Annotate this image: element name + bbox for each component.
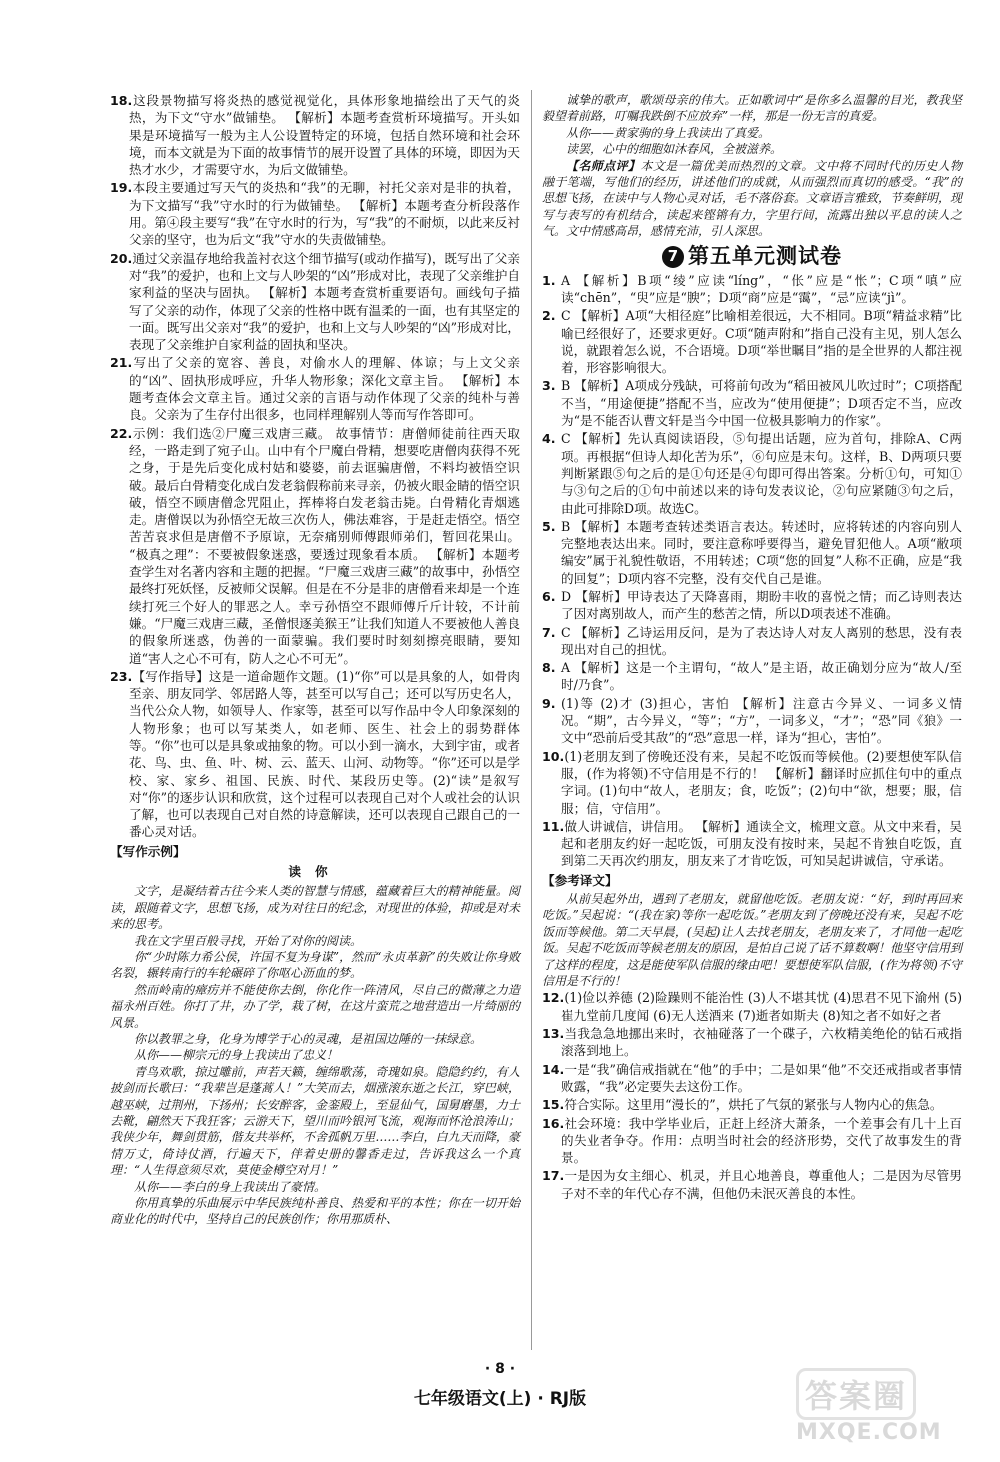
answer-text: 社会环境：我中学毕业后，正赶上经济大萧条，一个差事会有几十上百的失业者争夺。作用：点明当时社会的经济形势，交代了故事发生的背景。 bbox=[561, 1115, 962, 1166]
answer-item bbox=[542, 624, 962, 659]
answer-number: 22. bbox=[110, 425, 133, 441]
answer-list-right-2 bbox=[542, 989, 962, 1202]
essay-paragraph: 文字，是凝结着古往今来人类的智慧与情感，蕴藏着巨大的精神能量。阅读，跟随着文字，思想飞扬，成为对往日的纪念，对现世的体验，抑或是对未来的思考。 bbox=[110, 884, 520, 932]
answer-item bbox=[542, 588, 962, 623]
answer-number: 9. bbox=[542, 695, 556, 711]
answer-item bbox=[542, 695, 962, 747]
answer-text: (1)老朋友到了傍晚还没有来，吴起不吃饭而等候他。(2)要想使军队信服，(作为将领)不守信用是不行的！ 【解析】翻译时应抓住句中的重点字词。(1)句中“故人，老朋友；食，吃饭”；(2)句中“欲，想要；服，信服；信，守信用”。 bbox=[561, 748, 962, 816]
comment-label: 【名师点评】 bbox=[566, 158, 641, 173]
answer-text: 一是因为女主细心、机灵，并且心地善良，尊重他人；二是因为尽管男子对不幸的年代心存不满，但他仍未泯灭善良的本性。 bbox=[561, 1168, 962, 1201]
watermark-url: MXQE.COM bbox=[796, 1420, 942, 1445]
page-number: · 8 · bbox=[484, 1361, 516, 1377]
answer-number: 8. bbox=[542, 660, 556, 676]
answer-text: A 【解析】B项“绫”应读“líng”，“伥”应是“怅”；C项“嗔”应读“chēn”，“臾”应是“腴”；D项“商”应是“霭”，“忌”应读“jì”。 bbox=[561, 272, 962, 305]
answer-number: 12. bbox=[542, 990, 565, 1006]
answer-item bbox=[110, 354, 520, 423]
answer-number: 3. bbox=[542, 378, 556, 394]
answer-number: 6. bbox=[542, 589, 556, 604]
answer-text: B 【解析】A项成分残缺，可将前句改为“稻田被风儿吹过时”；C项搭配不当，“用途便捷”搭配不当，应改为“使用便捷”；D项否定不当，应改为“是不能否认曹文轩是当今中国一位极具影响力的作家”。 bbox=[561, 378, 962, 429]
answer-text: 当我急急地挪出来时，衣袖碰落了一个碟子，六枚精美绝伦的钻石戒指滚落到地上。 bbox=[561, 1026, 962, 1059]
answer-text: C 【解析】乙诗运用反问，是为了表达诗人对友人离别的愁思，没有表现出对自己的担忧。 bbox=[561, 624, 962, 657]
answer-text: 做人讲诚信，讲信用。 【解析】通读全文，梳理文意。从文中来看，吴起和老朋友约好一起吃饭，可朋友没有按时来，吴起不肯独自吃饭，直到第二天再次约朋友，朋友来了才肯吃饭，可知吴起讲诚信，守承诺。 bbox=[561, 818, 962, 869]
essay-paragraph: 从你——李白的身上我读出了豪情。 bbox=[134, 1179, 327, 1194]
answer-number: 7. bbox=[542, 624, 556, 640]
answer-number: 19. bbox=[110, 180, 133, 196]
essay-paragraph: 从你——黄家驹的身上我读出了真爱。 bbox=[566, 125, 771, 140]
answer-number: 14. bbox=[542, 1061, 565, 1077]
answer-item bbox=[542, 659, 962, 694]
writing-example-label: 【写作示例】 bbox=[110, 843, 186, 859]
translation-text: 从前吴起外出，遇到了老朋友，就留他吃饭。老朋友说：“好，到时再回来吃饭。”吴起说：“(我在家)等你一起吃饭。”老朋友到了傍晚还没有来，吴起不吃饭而等候他。第二天早晨，(吴起)让人去找老朋友，老朋友来了，才同他一起吃饭。吴起不吃饭而等候老朋友的原因，是怕自己说了话不算数啊！他坚守信用到了这样的程度，这是能使军队信服的缘由吧！要想使军队信服，(作为将领)不守信用是不行的！ bbox=[542, 892, 963, 989]
book-title: 七年级语文(上) · RJ版 bbox=[413, 1389, 587, 1409]
right-column bbox=[542, 92, 962, 1203]
answer-text: A 【解析】这是一个主谓句，“故人”是主语，故正确划分应为“故人/至时/乃食”。 bbox=[561, 660, 962, 693]
answer-text: C 【解析】A项“大相径庭”比喻相差很远，大不相同。B项“精益求精”比喻已经很好了，还要求更好。C项“随声附和”指自己没有主见，别人怎么说，就跟着怎么说，不合语境。D项“举世瞩目”指的是全世界的人都注视着，形容影响很大。 bbox=[561, 308, 962, 376]
essay-paragraph: 我在文字里百般寻找，开始了对你的阅读。 bbox=[134, 933, 363, 948]
answer-number: 17. bbox=[542, 1168, 565, 1184]
essay-paragraph: 你“少时陈力希公侯，许国不复为身谋”，然而“永贞革新”的失败让你身败名裂，辗转南行的车轮碾碎了你呕心沥血的梦。 bbox=[110, 949, 520, 981]
answer-number: 15. bbox=[542, 1097, 565, 1113]
essay-paragraph: 你以教罪之身，化身为博学于心的灵魂，是祖国边陲的一抹绿意。 bbox=[134, 1032, 483, 1047]
answer-item bbox=[110, 250, 520, 354]
answer-number: 5. bbox=[542, 518, 556, 534]
watermark-logo bbox=[796, 1368, 966, 1448]
answer-item bbox=[542, 377, 962, 429]
answer-item bbox=[542, 1025, 962, 1060]
column-divider bbox=[531, 90, 532, 1350]
answer-text: (1)等 (2)才 (3)担心，害怕 【解析】注意古今异义、一词多义情况。“期”，古今异义，“等”；“方”，一词多义，“才”；“恐”同《狼》一文中“恐前后受其敌”的“恐”意思一样，译为“担心，害怕”。 bbox=[561, 695, 962, 746]
answer-number: 20. bbox=[110, 250, 133, 266]
answer-item bbox=[542, 748, 962, 817]
answer-number: 1. bbox=[542, 272, 556, 288]
comment-text: 本文是一篇优美而热烈的文章。文中将不同时代的历史人物融于笔端，写他们的经历，讲述他们的成就，从而强烈而真切的感受。“我”的思想飞扬，在读中与人物心灵对话，毛不落俗套。文章语言雅致，节奏鲜明，现写与表写的有机结合，读起来铿锵有力，字里行间，流露出独以平息的读人之气。文中情感高昂，感情充沛，引人深思。 bbox=[542, 158, 963, 239]
left-column bbox=[110, 92, 520, 1228]
answer-text: 这段景物描写将炎热的感觉视觉化，具体形象地描绘出了天气的炎热，为下文“守水”做铺垫。 【解析】本题考查赏析环境描写。开头如果是环境描写一般为主人公设置特定的环境，包括自然环境和社会环境，而本文就是为下面的故事情节的展开设置了具体的环境，即因为天热才水少，才需要守水，为后文做铺垫。 bbox=[129, 93, 520, 178]
essay-paragraph: 你用真挚的乐曲展示中华民族纯朴善良、热爱和平的本性；你在一切开始商业化的时代中，坚持自己的民族创作；你用那质朴、 bbox=[110, 1196, 520, 1227]
answer-number: 10. bbox=[542, 748, 565, 764]
answer-item bbox=[110, 425, 520, 667]
unit-number-badge: 7 bbox=[662, 246, 684, 268]
answer-item bbox=[542, 430, 962, 516]
reference-translation bbox=[542, 891, 962, 989]
answer-item bbox=[542, 518, 962, 587]
answer-text: 通过父亲温存地给我盖衬衣这个细节描写(或动作描写)，既写出了父亲对“我”的爱护，也和上文与人吵架的“凶”形成对比，表现了父亲维护自家利益的坚决与固执。 【解析】本题考查赏析重要语句。画线句子描写了父亲的动作，体现了父亲的性格中既有温柔的一面，也有其坚定的一面。既写出父亲对“我”的爱护，也和上文与人吵架的“凶”形成对比，表现了父亲维护自家利益的固执和坚决。 bbox=[129, 250, 520, 353]
answer-text: D 【解析】甲诗表达了天降喜雨，期盼丰收的喜悦之情；而乙诗则表达了因对离别故人，而产生的愁苦之情，所以D项表述不准确。 bbox=[561, 589, 962, 622]
answer-text: 写出了父亲的宽容、善良，对偷水人的理解、体谅；与上文父亲的“凶”、固执形成呼应，升华人物形象；深化文章主旨。 【解析】本题考查体会文章主旨。通过父亲的言语与动作体现了父亲的纯朴与善良。父亲为了生存付出很多，也同样理解别人等而写作答即可。 bbox=[129, 355, 520, 423]
watermark-text: 答案圈 bbox=[796, 1368, 916, 1420]
essay-body bbox=[110, 883, 520, 1228]
unit-test-heading bbox=[542, 246, 962, 268]
reference-translation-label: 【参考译文】 bbox=[542, 872, 618, 888]
answer-text: C 【解析】先认真阅读语段，⑤句提出话题，应为首句，排除A、C两项。再根据“但诗人却化苦为乐”，⑥句应是末句。这样，B、D两项只要判断紧跟⑤句之后的是①句还是④句即可得出答案。分析①句，可知①与③句之后的①句中前述以来的诗句发表议论，②句应紧随③句之后，由此可排除D项。故选C。 bbox=[561, 431, 962, 516]
answer-number: 23. bbox=[110, 668, 133, 684]
unit-title-text: 第五单元测试卷 bbox=[688, 244, 842, 268]
answer-item bbox=[542, 1115, 962, 1167]
answer-item bbox=[542, 307, 962, 376]
teacher-comment bbox=[542, 158, 962, 240]
answer-item bbox=[110, 179, 520, 248]
answer-item bbox=[542, 1096, 962, 1113]
answer-item bbox=[542, 1061, 962, 1096]
answer-number: 11. bbox=[542, 818, 565, 834]
answer-text: 一是“我”确信戒指就在“他”的手中；二是如果“他”不交还戒指或者事情败露，“我”必定要失去这份工作。 bbox=[561, 1061, 962, 1094]
answer-text: (1)俭以养德 (2)险躁则不能治性 (3)人不堪其忧 (4)思君不见下渝州 (5)崔九堂前几度闻 (6)无人送酒来 (7)逝者如斯夫 (8)知之者不如好之者 bbox=[561, 990, 962, 1023]
essay-paragraph: 诚挚的歌声，歌颂母亲的伟大。正如歌词中“是你多么温馨的目光，教我坚毅望着前路，叮嘱我跌倒不应放弃”一样，那是一份无言的真爱。 bbox=[542, 93, 962, 124]
answer-text: 示例：我们选②尸魔三戏唐三藏。 故事情节：唐僧师徒前往西天取经，一路走到了宛子山。山中有个尸魔白骨精，想要吃唐僧肉获得不死之身，于是先后变化成村姑和婆婆，前去诓骗唐僧，不料均被悟空识破。最后白骨精变化成白发老翁假称前来寻亲，仍被火眼金睛的悟空识破，悟空不顾唐僧念咒阻止，挥棒将白发老翁击毙。白骨精化青烟逃走。唐僧误以为孙悟空无故三次伤人，佛法难容，于是赶走悟空。悟空苦苦哀求但是唐僧不予原谅，无奈痛别师傅跟师弟们，暂回花果山。 “极真之理”：不要被假象迷惑，要透过现象看本质。 【解析】本题考查学生对名著内容和主题的把握。“尸魔三戏唐三藏”的故事中，孙悟空最终打死妖怪，反被师父误解。但是在不分是非的唐僧看来却是一个连续打死三个好人的罪恶之人。幸亏孙悟空不跟师傅斤斤计较，不计前嫌。“尸魔三戏唐三藏，圣僧恨逐美猴王”让我们知道人不要被他人善良的假象所迷惑，伪善的一面蒙骗。我们要时时刻刻擦亮眼睛，要知道“害人之心不可有，防人之心不可无”。 bbox=[129, 425, 520, 666]
answer-item bbox=[542, 272, 962, 307]
answer-text: 符合实际。这里用“漫长的”，烘托了气氛的紧张与人物内心的焦急。 bbox=[564, 1097, 943, 1113]
answer-list-right bbox=[542, 272, 962, 870]
answer-text: B 【解析】本题考查转述类语言表达。转述时，应将转述的内容向别人完整地表达出来。同时，要注意称呼要得当，避免冒犯他人。A项“敝项编安”属于礼貌性敬语，不用转述；C项“您的回复”人称不正确，应是“我的回复”；D项内容不完整，没有交代自己是谁。 bbox=[561, 518, 962, 586]
answer-number: 13. bbox=[542, 1026, 565, 1042]
answer-text: 【写作指导】这是一道命题作文题。(1)“你”可以是具象的人，如骨肉至亲、朋友同学、邻居路人等，甚至可以写自己；还可以写历史名人，当代公众人物，如领导人、作家等，甚至可以写作品中令人印象深刻的人物形象；也可以写某类人，如老师、医生、社会上的弱势群体等。“你”也可以是具象或抽象的物。可以小到一滴水，大到宇宙，或者花、鸟、虫、鱼、叶、树、云、蓝天、山河、动物等。“你”还可以是学校、家、家乡、祖国、民族、时代、某段历史等。(2)“读”是叙写对“你”的逐步认识和欣赏，这个过程可以表现自己对个人或社会的认识了解，也可以表现自己对自然的诗意解读，还可以表现自己跟自己的一番心灵对话。 bbox=[129, 668, 520, 840]
essay-paragraph: 从你——柳宗元的身上我读出了忠义！ bbox=[134, 1048, 339, 1063]
essay-continuation bbox=[542, 92, 962, 158]
essay-title: 读你 bbox=[288, 864, 342, 880]
essay-paragraph: 读罢，心中的细胞如沐春风，全被滋养。 bbox=[566, 142, 783, 157]
essay-paragraph: 然而岭南的瘴疠并不能使你去倒，你化作一阵清风，尽自己的微薄之力造福永州百姓。你打了井，办了学，栽了树，在这片蛮荒之地营造出一片绮丽的风景。 bbox=[110, 982, 520, 1030]
answer-number: 2. bbox=[542, 308, 556, 324]
answer-number: 4. bbox=[542, 431, 556, 447]
answer-list-left bbox=[110, 92, 520, 841]
essay-paragraph: 青鸟欢歌，掠过雕前，声若天籁，缠绵歌荡，奇瑰如泉。隐隐约约，有人披剑而长歌曰：“我辈岂是蓬蒿人！”大笑而去，烟涨滚东逝之长江，穿巴峡，越巫峡，过荆州，下扬州；长安醉客，金銮殿上，至显仙气，国舅磨墨，力士去靴，翩然天下我狂客；云游天下，望川而吟银河飞流，观海而怀沧浪涛山；我侠少年，舞剑贯筋，偕友共举杯，不舍孤帆万里……李白，白九天而降，豪情万丈，倚诗仗酒，行遍天下，伴着史册的馨香走过，告诉我这么一个真理：“人生得意须尽欢，莫使金樽空对月！” bbox=[110, 1064, 520, 1178]
answer-item bbox=[110, 92, 520, 178]
answer-number: 16. bbox=[542, 1115, 565, 1131]
answer-item bbox=[110, 668, 520, 841]
answer-number: 18. bbox=[110, 93, 133, 108]
answer-number: 21. bbox=[110, 355, 133, 371]
answer-item bbox=[542, 989, 962, 1024]
answer-text: 本段主要通过写天气的炎热和“我”的无聊，衬托父亲对是非的执着，为下文描写“我”守水时的行为做铺垫。 【解析】本题考查分析段落作用。第④段主要写“我”在守水时的行为，写“我”的不耐烦，以此来反衬父亲的坚守，也为后文“我”守水的失责做铺垫。 bbox=[129, 180, 520, 248]
answer-item bbox=[542, 818, 962, 870]
answer-item bbox=[542, 1167, 962, 1202]
